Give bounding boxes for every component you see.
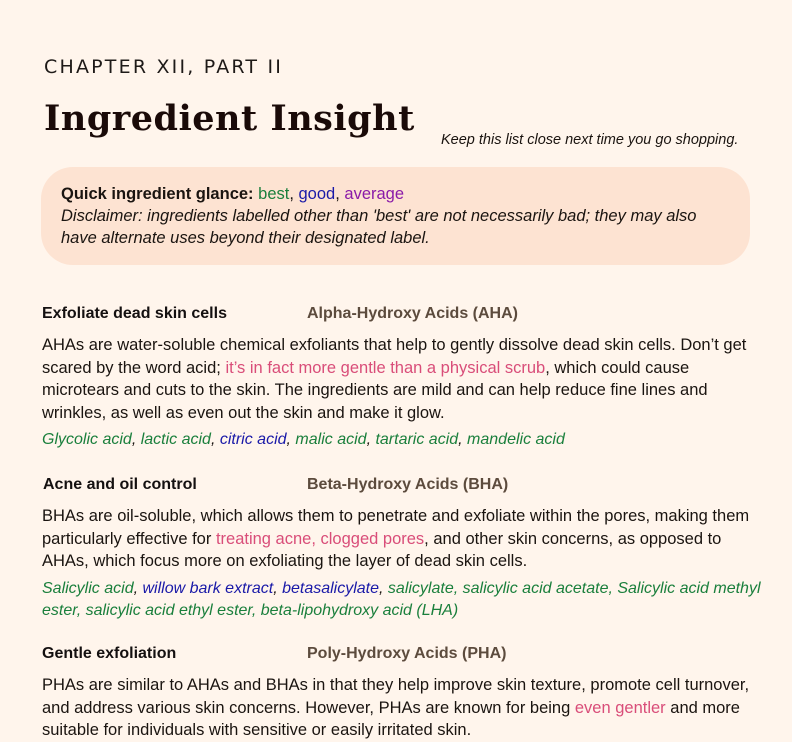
section-body [42,505,758,573]
body-text: , which could cause microtears and cuts to the skin. The ingredients are mild and can help reduce fine lines and wrinkles, as well as even out the skin and make it glow. [42,358,708,422]
legend-good: good [298,185,336,203]
ingredient: tartaric acid [375,431,459,448]
body-text: and more suitable for individuals with sensitive or easily irritated skin. [42,698,740,739]
ingredient: Glycolic acid [42,431,132,448]
body-text: BHAs are oil-soluble, which allows them to penetrate and exfoliate within the pores, making them particularly effective for [42,507,750,548]
section-goal: Exfoliate dead skin cells [42,305,227,322]
section-body [42,674,758,742]
glance-box [41,167,750,265]
section-acid: Beta-Hydroxy Acids (BHA) [307,476,509,493]
body-text: PHAs are similar to AHAs and BHAs in that they help improve skin texture, promote cell turnover, and address various skin concerns. However, PHAs are known for being [42,676,750,717]
section-aha [42,305,762,451]
section-pha [42,645,762,742]
section-heading [42,305,762,327]
ingredient: citric acid [219,431,287,448]
section-body [42,334,758,424]
ingredient: malic acid [295,431,367,448]
disclaimer: Disclaimer: ingredients labelled other than 'best' are not necessarily bad; they may also have alternate uses beyond their designated label. [61,207,697,247]
section-acid: Alpha-Hydroxy Acids (AHA) [307,305,518,322]
body-text: , and other skin concerns, as opposed to AHAs, which focus more on exfoliating the layer of dead skin cells. [42,529,722,570]
glance-label: Quick ingredient glance: [61,185,254,203]
ingredient: betasalicylate [282,579,380,597]
ingredient-list: Glycolic acid, lactic acid, citric acid, malic acid, tartaric acid, mandelic acid [42,431,565,448]
section-goal: Gentle exfoliation [42,645,177,662]
ingredient: willow bark extract [142,579,274,597]
legend-average: average [344,185,405,203]
section-goal: Acne and oil control [43,476,197,493]
tagline: Keep this list close next time you go shopping. [441,132,739,148]
glance-legend-line: Quick ingredient glance: best, good, average [61,185,405,203]
legend-best: best [258,185,290,203]
page-title: Ingredient Insight [44,98,415,139]
body-highlight: even gentler [574,698,666,717]
section-heading [42,645,762,667]
ingredient: Salicylic acid [42,579,134,597]
ingredient: lactic acid [140,431,211,448]
section-bha [42,476,762,622]
ingredient: mandelic acid [467,431,565,448]
chapter-label: CHAPTER XII, PART II [44,56,284,78]
section-heading [42,476,762,498]
body-text: AHAs are water-soluble chemical exfoliants that help to gently dissolve dead skin cells. Don’t get scared by the word acid; [42,336,747,377]
body-highlight: treating acne, clogged pores [215,529,425,548]
ingredient: salicylate, salicylic acid acetate, Salicylic acid methyl ester, salicylic acid ethyl ester, beta-lipohydroxy acid (LHA) [42,579,761,619]
section-acid: Poly-Hydroxy Acids (PHA) [307,645,507,662]
ingredient-list: Salicylic acid, willow bark extract, betasalicylate, salicylate, salicylic acid acetate, Salicylic acid methyl ester, salicylic acid ethyl ester, beta-lipohydroxy acid (LHA) [42,579,761,619]
body-highlight: it’s in fact more gentle than a physical scrub [225,358,546,377]
